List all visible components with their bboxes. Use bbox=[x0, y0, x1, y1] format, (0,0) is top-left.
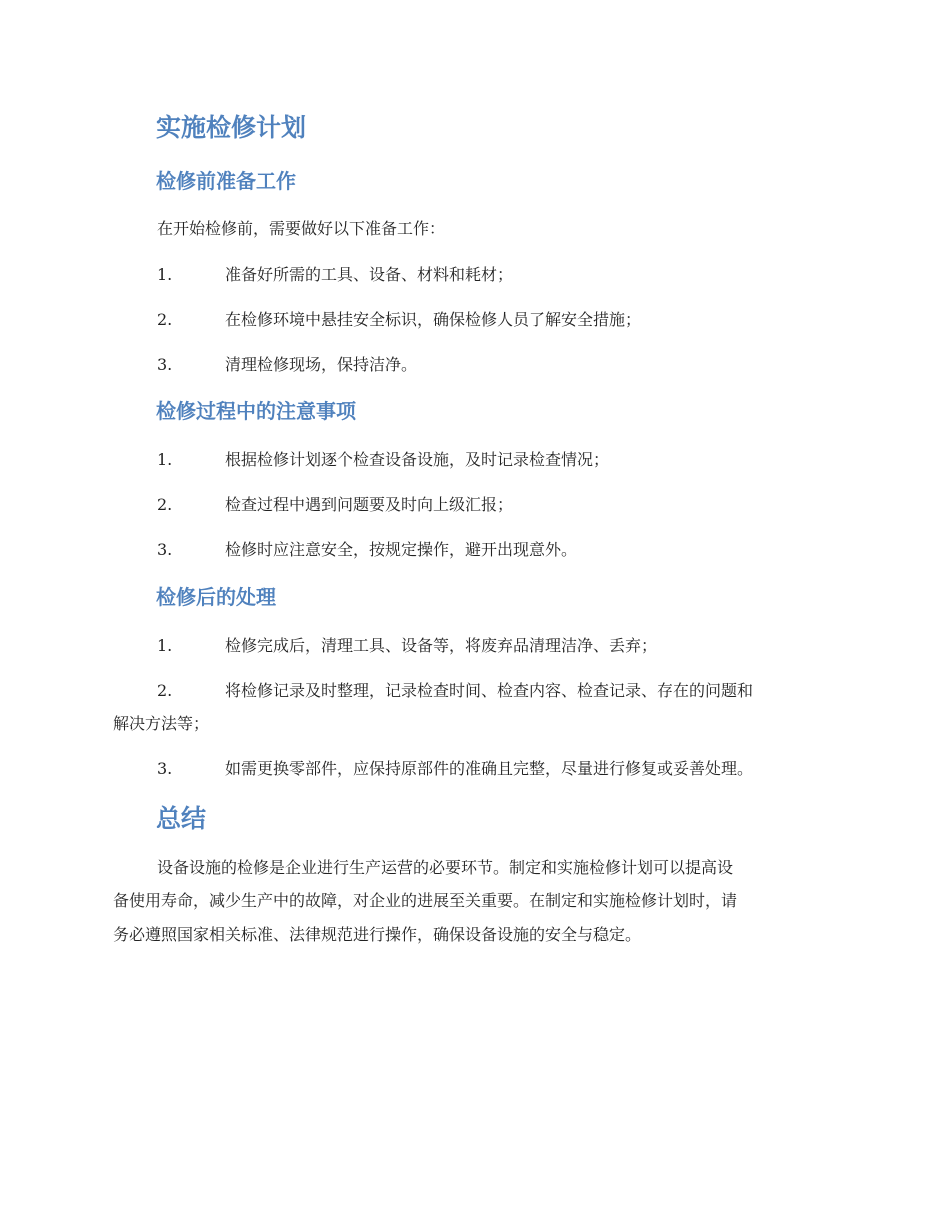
list-item-text-continuation: 解决方法等； bbox=[113, 714, 210, 733]
list-item-text: 准备好所需的工具、设备、材料和耗材； bbox=[225, 265, 514, 284]
list-item-number: 1. bbox=[157, 450, 173, 469]
list-item-number: 2. bbox=[157, 310, 173, 329]
list-item-number: 3. bbox=[157, 759, 173, 778]
list-item-number: 2. bbox=[157, 495, 173, 514]
list-item-text: 检修完成后，清理工具、设备等，将废弃品清理洁净、丢弃； bbox=[225, 636, 658, 655]
list-item-number: 3. bbox=[157, 355, 173, 374]
section-heading-process: 检修过程中的注意事项 bbox=[156, 399, 356, 423]
list-item-text: 如需更换零部件，应保持原部件的准确且完整，尽量进行修复或妥善处理。 bbox=[225, 759, 754, 778]
section-heading-summary: 总结 bbox=[156, 804, 207, 833]
list-item-text: 清理检修现场，保持洁净。 bbox=[225, 355, 418, 374]
summary-paragraph-line: 设备设施的检修是企业进行生产运营的必要环节。制定和实施检修计划可以提高设 bbox=[157, 858, 734, 877]
summary-paragraph-line: 备使用寿命，减少生产中的故障，对企业的进展至关重要。在制定和实施检修计划时，请 bbox=[113, 891, 738, 910]
section-heading-prep: 检修前准备工作 bbox=[156, 169, 296, 193]
list-item-number: 2. bbox=[157, 681, 173, 700]
prep-intro: 在开始检修前，需要做好以下准备工作： bbox=[157, 219, 446, 238]
section-heading-after: 检修后的处理 bbox=[156, 585, 276, 609]
list-item-text: 检修时应注意安全，按规定操作，避开出现意外。 bbox=[225, 540, 578, 559]
list-item-number: 1. bbox=[157, 265, 173, 284]
list-item-text: 将检修记录及时整理，记录检查时间、检查内容、检查记录、存在的问题和 bbox=[225, 681, 754, 700]
summary-paragraph-line: 务必遵照国家相关标准、法律规范进行操作，确保设备设施的安全与稳定。 bbox=[113, 925, 642, 944]
list-item-text: 检查过程中遇到问题要及时向上级汇报； bbox=[225, 495, 514, 514]
list-item-number: 1. bbox=[157, 636, 173, 655]
page-title: 实施检修计划 bbox=[156, 113, 307, 142]
list-item-text: 在检修环境中悬挂安全标识，确保检修人员了解安全措施； bbox=[225, 310, 642, 329]
list-item-text: 根据检修计划逐个检查设备设施，及时记录检查情况； bbox=[225, 450, 610, 469]
list-item-number: 3. bbox=[157, 540, 173, 559]
